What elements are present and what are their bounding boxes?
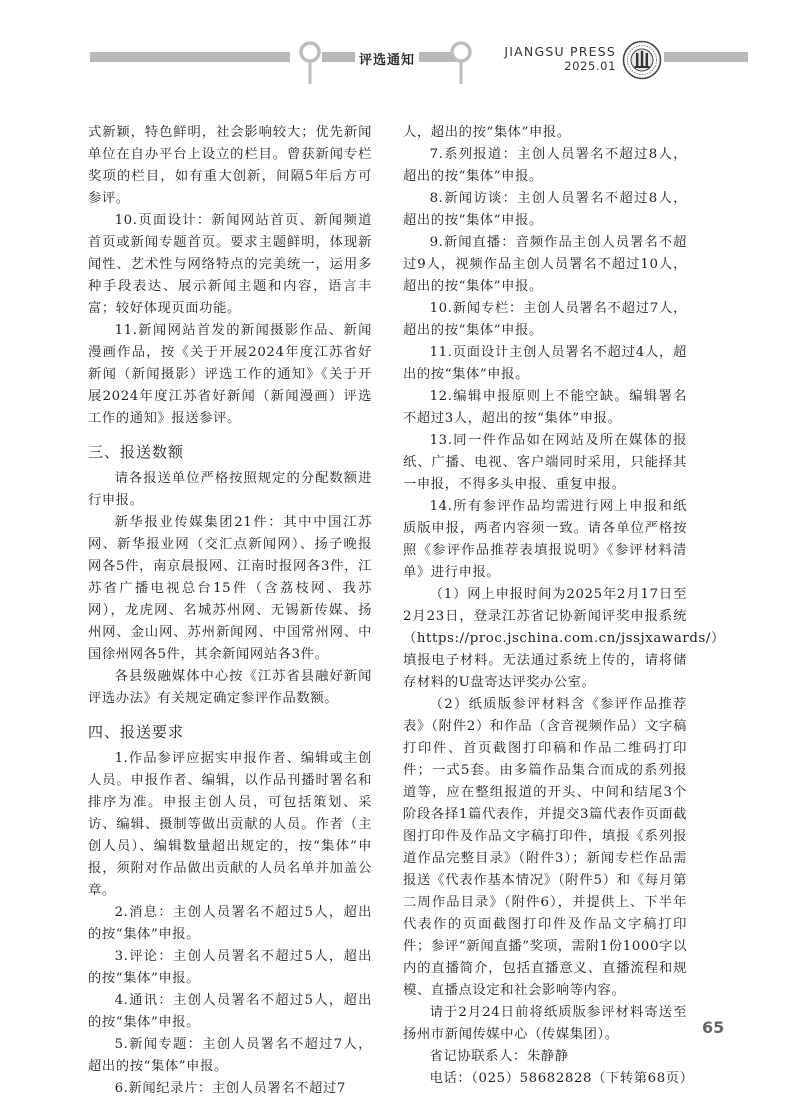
page-header [0, 0, 797, 100]
paragraph: 5.新闻专题：主创人员署名不超过7人，超出的按“集体”申报。 [88, 1037, 372, 1074]
paragraph: 11.新闻网站首发的新闻摄影作品、新闻漫画作品，按《关于开展2024年度江苏省好新闻（新闻摄影）评选工作的通知》《关于开展2024年度江苏省好新闻（新闻漫画）评选工作的通知》报送参评。 [88, 323, 372, 426]
paragraph: 人，超出的按“集体”申报。 [403, 125, 571, 140]
paragraph: 12.编辑申报原则上不能空缺。编辑署名不超过3人，超出的按“集体”申报。 [403, 389, 687, 426]
pin-icon [447, 40, 475, 86]
magazine-name: JIANGSU PRESS [504, 44, 616, 59]
paragraph: 4.通讯：主创人员署名不超过5人，超出的按“集体”申报。 [88, 993, 372, 1030]
paragraph: 2.消息：主创人员署名不超过5人，超出的按“集体”申报。 [88, 905, 372, 942]
paragraph: （1）网上申报时间为2025年2月17日至2月23日，登录江苏省记协新闻评奖申报系统（https://proc.jschina.com.cn/jssjxawards/）填报电子材料。无法通过系统上传的，请将储存材料的U盘寄达评奖办公室。 [403, 587, 725, 690]
header-bar [664, 52, 748, 62]
paragraph: 请于2月24日前将纸质版参评材料寄送至扬州市新闻传媒中心（传媒集团）。 [403, 1005, 687, 1042]
section-heading: 三、报送数额 [88, 443, 185, 461]
paragraph: 8.新闻访谈：主创人员署名不超过8人，超出的按“集体”申报。 [403, 191, 687, 228]
paragraph: 6.新闻纪录片：主创人员署名不超过7 [114, 1081, 346, 1096]
section-heading: 四、报送要求 [88, 723, 185, 741]
contact-person: 省记协联系人：朱静静 [429, 1049, 569, 1064]
paragraph: 14.所有参评作品均需进行网上申报和纸质版申报，两者内容须一致。请各单位严格按照《参评作品推荐表填报说明》《参评材料清单》进行申报。 [403, 499, 687, 580]
header-bar [90, 52, 290, 62]
magazine-masthead [486, 45, 616, 73]
paragraph: 1.作品参评应据实申报作者、编辑或主创人员。申报作者、编辑，以作品刊播时署名和排序为准。申报主创人员，可包括策划、采访、编辑、摄制等做出贡献的人员。作者（主创人员）、编辑数量超出规定的，按“集体”申报，须附对作品做出贡献的人员名单并加盖公章。 [88, 751, 372, 898]
paragraph: 10.页面设计：新闻网站首页、新闻频道首页或新闻专题首页。要求主题鲜明，体现新闻性、艺术性与网络特点的完美统一，运用多种手段表达、展示新闻主题和内容，语言丰富；较好体现页面功能。 [88, 213, 372, 316]
paragraph: 7.系列报道：主创人员署名不超过8人，超出的按“集体”申报。 [403, 147, 687, 184]
paragraph: 11.页面设计主创人员署名不超过4人，超出的按“集体”申报。 [403, 345, 687, 382]
paragraph: 9.新闻直播：音频作品主创人员署名不超过9人，视频作品主创人员署名不超过10人，超出的按“集体”申报。 [403, 235, 687, 294]
paragraph: 各县级融媒体中心按《江苏省县融好新闻评选办法》有关规定确定参评作品数额。 [88, 669, 372, 706]
paragraph: 式新颖，特色鲜明，社会影响较大；优先新闻单位在自办平台上设立的栏目。曾获新闻专栏奖项的栏目，如有重大创新，间隔5年后方可参评。 [88, 125, 372, 206]
pin-icon [296, 40, 324, 86]
paragraph: 3.评论：主创人员署名不超过5人，超出的按“集体”申报。 [88, 949, 372, 986]
paragraph: 请各报送单位严格按照规定的分配数额进行申报。 [88, 471, 372, 508]
jiangsu-press-logo-icon [622, 40, 662, 80]
paragraph: 13.同一件作品如在网站及所在媒体的报纸、广播、电视、客户端同时采用，只能择其一申报，不得多头申报、重复申报。 [403, 433, 687, 492]
issue-number: 2025.01 [564, 59, 616, 73]
paragraph: （2）纸质版参评材料含《参评作品推荐表》（附件2）和作品（含音视频作品）文字稿打印件、首页截图打印稿和作品二维码打印件；一式5套。由多篇作品集合而成的系列报道等，应在整组报道的开头、中间和结尾3个阶段各择1篇代表作，并提交3篇代表作页面截图打印件及作品文字稿打印件，填报《系列报道作品完整目录》（附件3）；新闻专栏作品需报送《代表作基本情况》（附件5）和《每月第二周作品目录》（附件6），并提供上、下半年代表作的页面截图打印件及作品文字稿打印件；参评“新闻直播”奖项，需附1份1000字以内的直播简介，包括直播意义、直播流程和规模、直播点设定和社会影响等内容。 [403, 697, 687, 998]
contact-phone: 电话：（025）58682828（下转第68页） [429, 1071, 694, 1086]
left-column [88, 122, 372, 1100]
paragraph: 新华报业传媒集团21件：其中中国江苏网、新华报业网（交汇点新闻网）、扬子晚报网各5件，南京晨报网、江南时报网各3件，江苏省广播电视总台15件（含荔枝网、我苏网），龙虎网、名城苏州网、无锡新传媒、扬州网、金山网、苏州新闻网、中国常州网、中国徐州网各5件，其余新闻网站各3件。 [88, 515, 372, 662]
section-label: 评选通知 [355, 49, 419, 68]
paragraph: 10.新闻专栏：主创人员署名不超过7人，超出的按“集体”申报。 [403, 301, 687, 338]
page-number: 65 [702, 1018, 725, 1037]
